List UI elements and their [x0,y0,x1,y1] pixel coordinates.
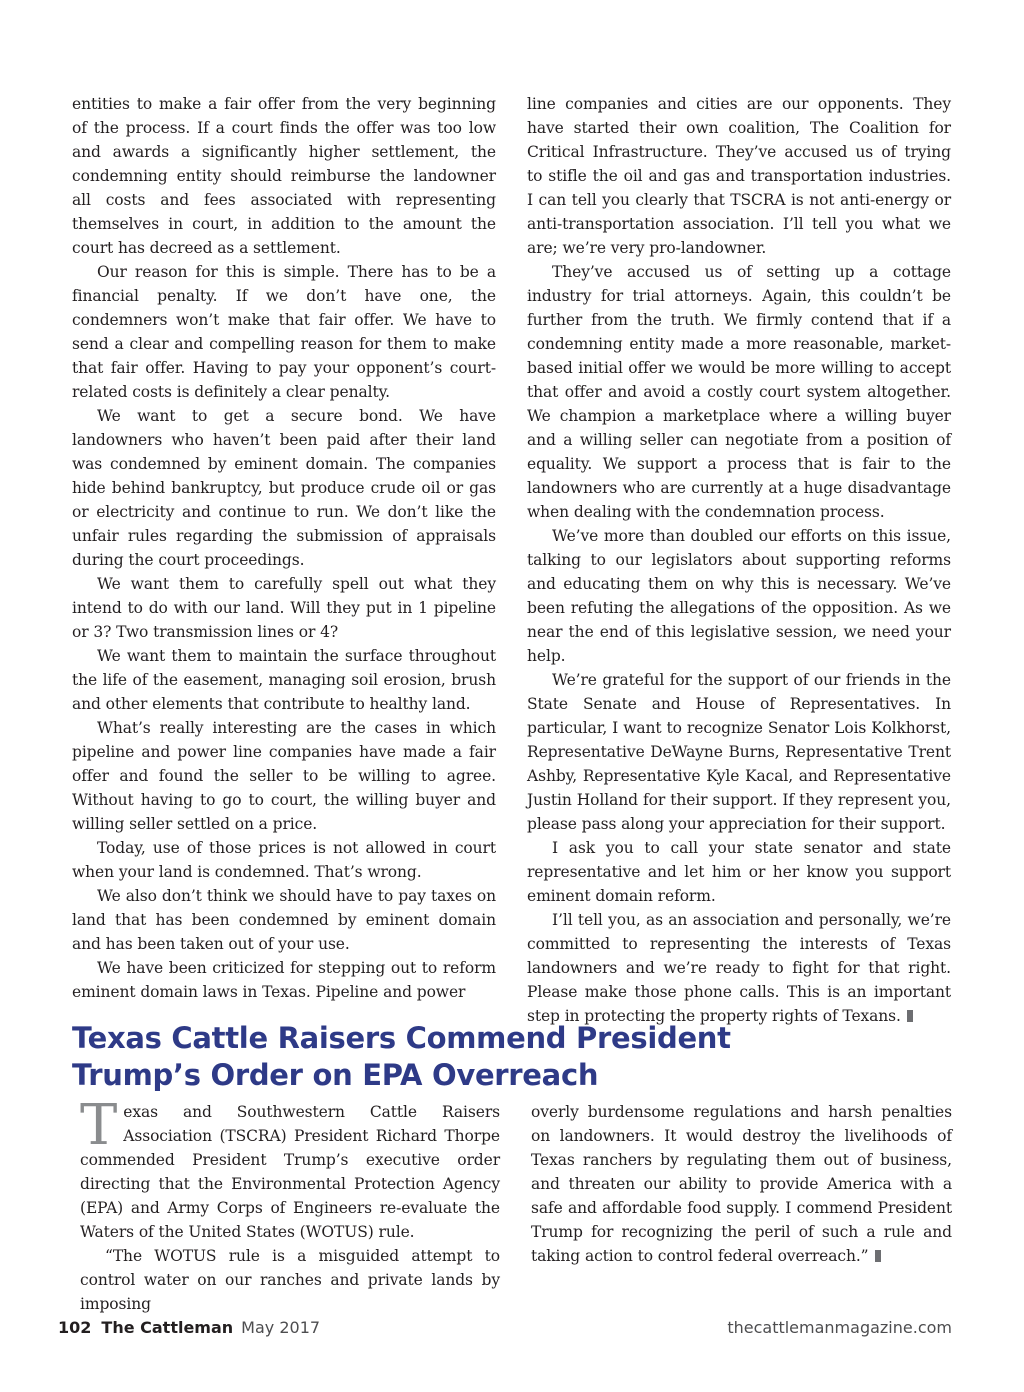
magazine-name: The Cattleman [101,1318,234,1337]
paragraph: Our reason for this is simple. There has to be a financial penalty. If we don’t have one, the condemners won’t make that fair offer. We have to send a clear and compelling reason for them to make that fair offer. Having to pay your opponent’s court-related costs is definitely a clear penalty. [72,263,496,401]
website-url: thecattlemanmagazine.com [727,1318,952,1337]
paragraph-text: overly burdensome regulations and harsh penalties on landowners. It would destroy the livelihoods of Texas ranchers by regulating them out of business, and threaten our ability to provide America with a safe and affordable food supply. I commend President Trump for recognizing the peril of such a rule and taking action to control federal overreach.” [531,1103,952,1265]
paragraph: Today, use of those prices is not allowed in court when your land is condemned. That’s wrong. [72,839,496,881]
page-number: 102 [58,1318,92,1337]
lead-paragraph [80,1093,500,1244]
paragraph: We’re grateful for the support of our friends in the State Senate and House of Representatives. In particular, I want to recognize Senator Lois Kolkhorst, Representative DeWayne Burns, Representative Trent Ashby, Representative Kyle Kacal, and Representative Justin Holland for their support. If they represent you, please pass along your appreciation for their support. [527,671,951,833]
issue-date: May 2017 [241,1318,321,1337]
end-mark-icon [875,1250,881,1262]
column-top-right [527,92,951,1028]
paragraph: We want to get a secure bond. We have landowners who haven’t been paid after their land was condemned by eminent domain. The companies hide behind bankruptcy, but produce crude oil or gas or electricity and continue to run. We don’t like the unfair rules regarding the submission of appraisals during the court proceedings. [72,407,496,569]
article-headline [72,1020,952,1094]
headline-line-2: Trump’s Order on EPA Overreach [72,1058,599,1092]
footer-left [58,1318,320,1337]
paragraph: What’s really interesting are the cases in which pipeline and power line companies have made a fair offer and found the seller to be willing to agree. Without having to go to court, the willing buyer and willing seller settled on a price. [72,719,496,833]
paragraph: We also don’t think we should have to pay taxes on land that has been condemned by eminent domain and has been taken out of your use. [72,887,496,953]
column-top-left [72,92,496,1004]
paragraph: line companies and cities are our opponents. They have started their own coalition, The Coalition for Critical Infrastructure. They’ve accused us of trying to stifle the oil and gas and transportation industries. I can tell you clearly that TSCRA is not anti-energy or anti-transportation association. I’ll tell you what we are; we’re very pro-landowner. [527,95,951,257]
column-bottom-left [80,1093,500,1316]
page-footer [58,1318,952,1342]
paragraph [527,908,951,1028]
paragraph: They’ve accused us of setting up a cottage industry for trial attorneys. Again, this couldn’t be further from the truth. We firmly contend that if a condemning entity made a more reasonable, market-based initial offer we would be more willing to accept that offer and avoid a costly court system altogether. We champion a marketplace where a willing buyer and a willing seller can negotiate from a position of equality. We support a process that is fair to the landowners who are currently at a huge disadvantage when dealing with the condemnation process. [527,263,951,521]
paragraph: We’ve more than doubled our efforts on this issue, talking to our legislators about supporting reforms and educating them on why this is necessary. We’ve been refuting the allegations of the opposition. As we near the end of this legislative session, we need your help. [527,527,951,665]
paragraph: I ask you to call your state senator and state representative and let him or her know you support eminent domain reform. [527,839,951,905]
paragraph: We want them to carefully spell out what they intend to do with our land. Will they put in 1 pipeline or 3? Two transmission lines or 4? [72,575,496,641]
paragraph-text: I’ll tell you, as an association and personally, we’re committed to representing the interests of Texas landowners and we’re ready to fight for that right. Please make those phone calls. This is an important step in protecting the property rights of Texans. [527,911,951,1025]
paragraph: “The WOTUS rule is a misguided attempt to control water on our ranches and private lands by imposing [80,1247,500,1313]
headline-line-1: Texas Cattle Raisers Commend President [72,1021,731,1055]
paragraph: We have been criticized for stepping out to reform eminent domain laws in Texas. Pipeline and power [72,959,496,1001]
paragraph: entities to make a fair offer from the very beginning of the process. If a court finds the offer was too low and awards a significantly higher settlement, the condemning entity should reimburse the landowner all costs and fees associated with representing themselves in court, in addition to the amount the court has decreed as a settlement. [72,95,496,257]
drop-cap: T [80,1093,118,1158]
paragraph [531,1100,952,1268]
lead-paragraph-text: exas and Southwestern Cattle Raisers Association (TSCRA) President Richard Thorpe commended President Trump’s executive order directing that the Environmental Protection Agency (EPA) and Army Corps of Engineers re-evaluate the Waters of the United States (WOTUS) rule. [80,1103,500,1241]
paragraph: We want them to maintain the surface throughout the life of the easement, managing soil erosion, brush and other elements that contribute to healthy land. [72,647,496,713]
column-bottom-right [531,1100,952,1268]
